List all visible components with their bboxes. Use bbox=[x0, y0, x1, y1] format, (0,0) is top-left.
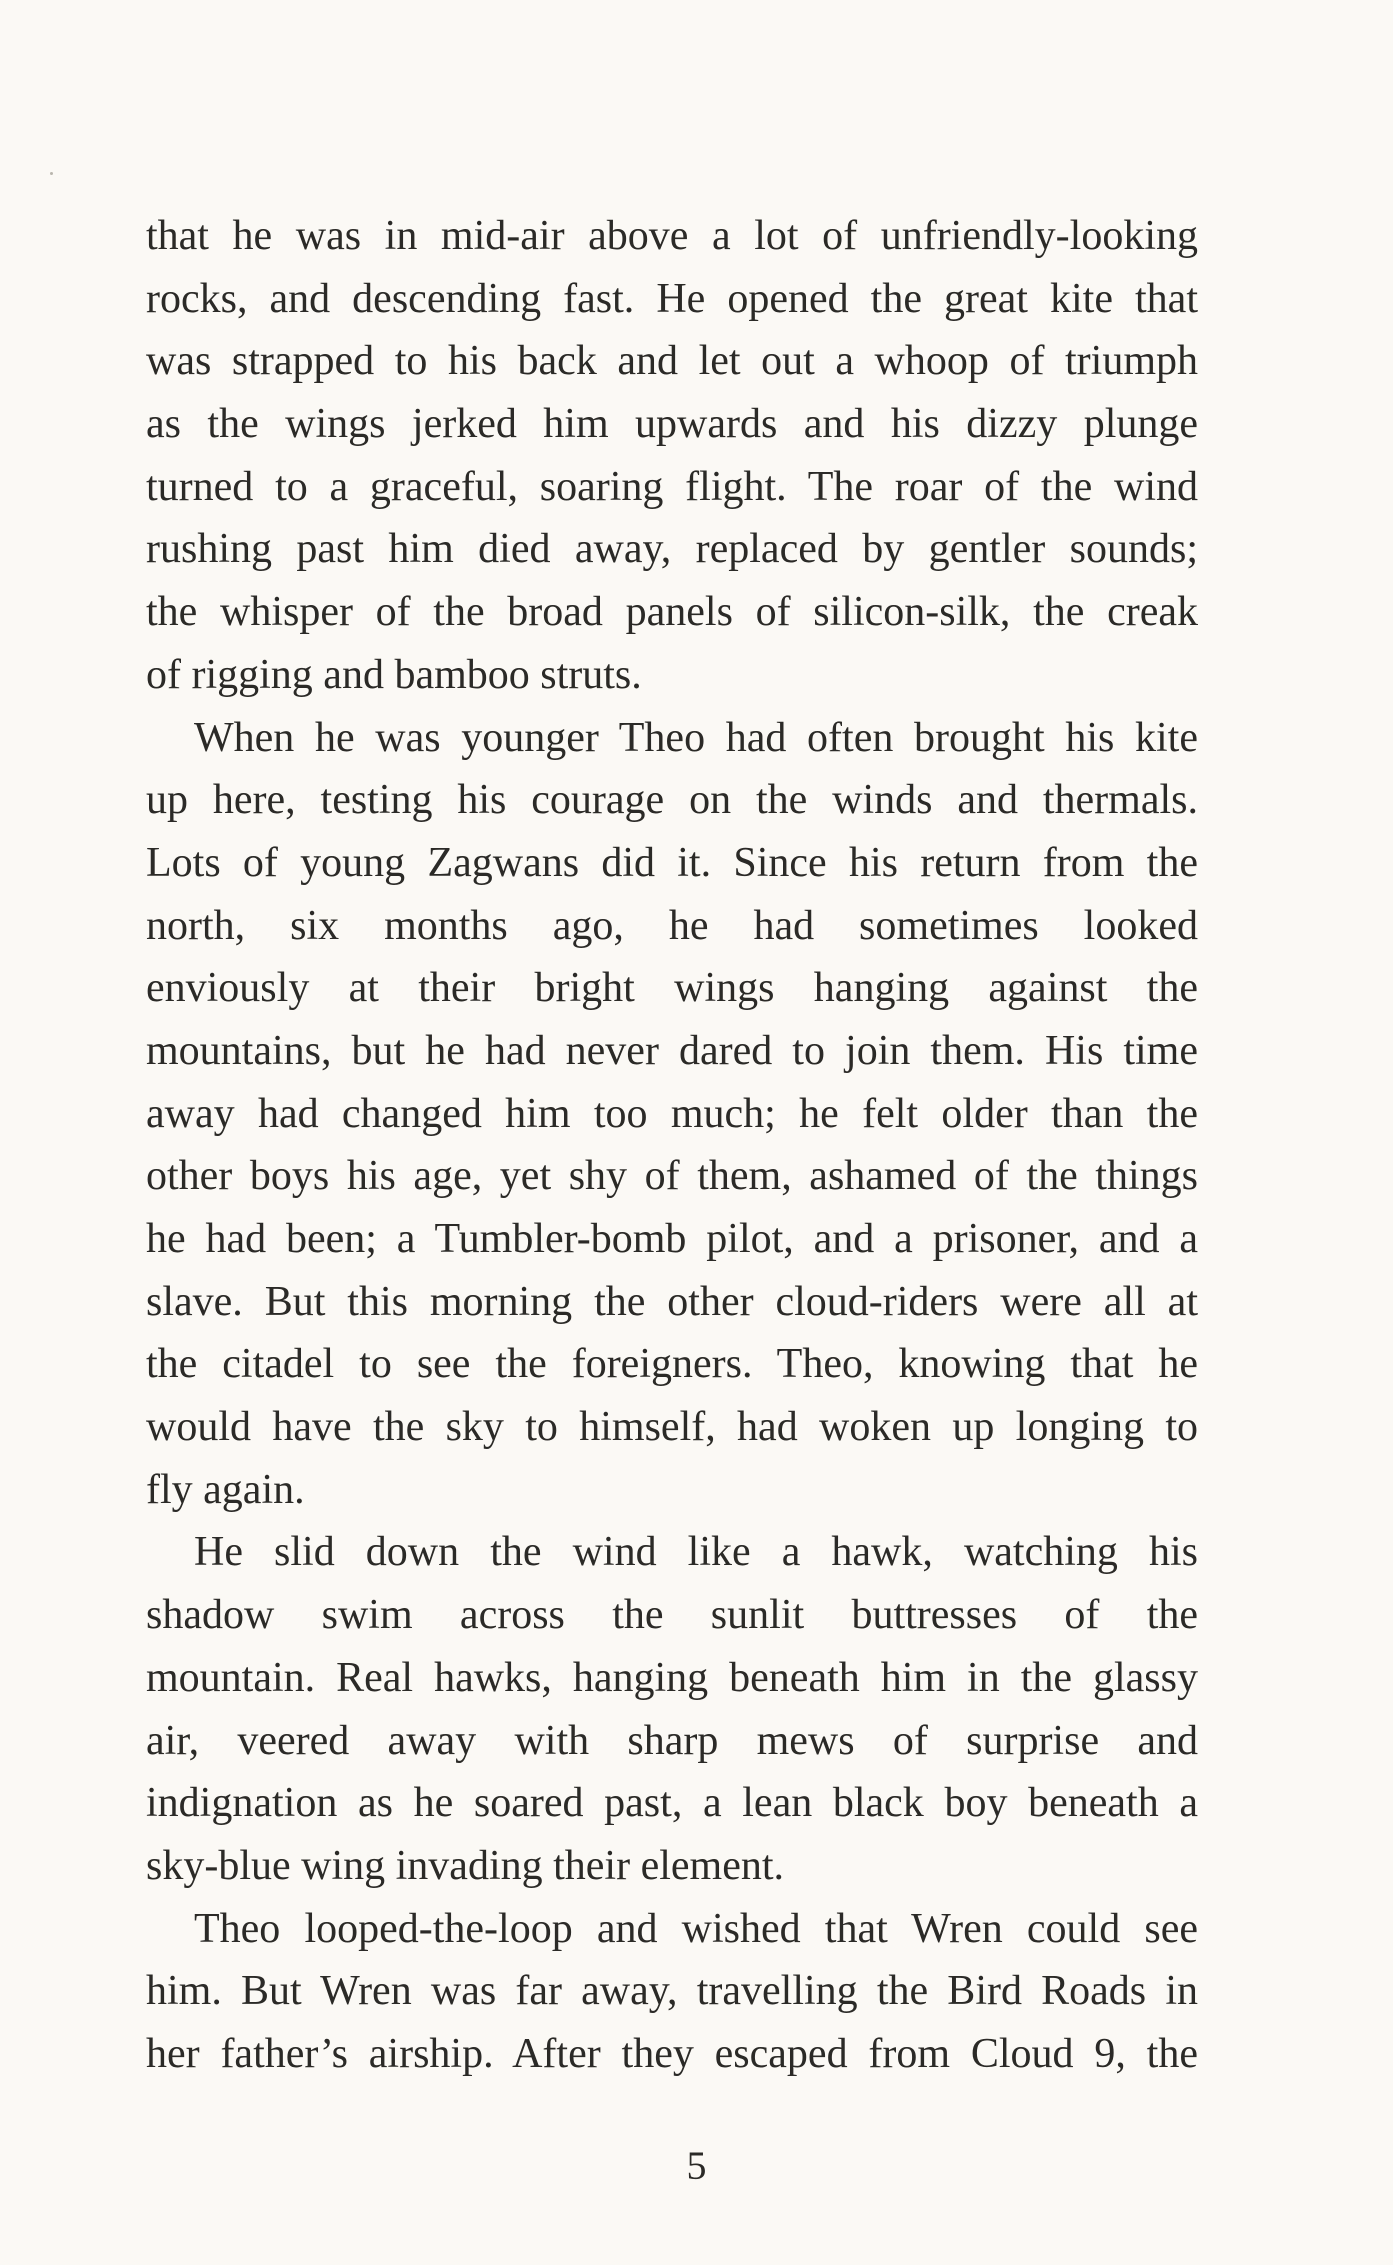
text-line: of rigging and bamboo struts. bbox=[146, 651, 642, 698]
text-line: north, six months ago, he had sometimes looked bbox=[146, 902, 1198, 949]
text-line: him. But Wren was far away, travelling the Bird Roads in bbox=[146, 1968, 1198, 2015]
text-line: away had changed him too much; he felt older than the bbox=[146, 1090, 1198, 1137]
text-line: indignation as he soared past, a lean black boy beneath a bbox=[146, 1780, 1198, 1827]
text-line: her father’s airship. After they escaped from Cloud 9, the bbox=[146, 2030, 1198, 2077]
text-line: rushing past him died away, replaced by gentler sounds; bbox=[146, 526, 1198, 573]
text-line: the whisper of the broad panels of silicon-silk, the creak bbox=[146, 589, 1198, 636]
text-line: rocks, and descending fast. He opened the great kite that bbox=[146, 275, 1198, 322]
body-text bbox=[146, 205, 1198, 2086]
text-line: as the wings jerked him upwards and his dizzy plunge bbox=[146, 401, 1198, 448]
text-line: sky-blue wing invading their element. bbox=[146, 1842, 785, 1889]
text-line: He slid down the wind like a hawk, watching his bbox=[194, 1529, 1198, 1576]
text-line: Theo looped-the-loop and wished that Wren could see bbox=[194, 1905, 1198, 1952]
text-line: air, veered away with sharp mews of surprise and bbox=[146, 1717, 1198, 1764]
text-line: When he was younger Theo had often brought his kite bbox=[194, 714, 1198, 761]
text-line: the citadel to see the foreigners. Theo, knowing that he bbox=[146, 1341, 1198, 1388]
page-number: 5 bbox=[686, 2143, 707, 2188]
text-line: mountain. Real hawks, hanging beneath him in the glassy bbox=[146, 1654, 1198, 1701]
text-line: he had been; a Tumbler-bomb pilot, and a prisoner, and a bbox=[146, 1216, 1198, 1262]
text-line: shadow swim across the sunlit buttresses of the bbox=[146, 1592, 1198, 1639]
text-line: that he was in mid-air above a lot of unfriendly-looking bbox=[146, 213, 1198, 259]
text-line: up here, testing his courage on the winds and thermals. bbox=[146, 777, 1198, 824]
text-line: other boys his age, yet shy of them, ashamed of the things bbox=[146, 1153, 1198, 1200]
paper-speck bbox=[50, 172, 53, 175]
text-line: enviously at their bright wings hanging against the bbox=[146, 965, 1198, 1012]
text-line: turned to a graceful, soaring flight. The roar of the wind bbox=[146, 463, 1198, 510]
text-line: was strapped to his back and let out a whoop of triumph bbox=[146, 338, 1198, 385]
text-line: would have the sky to himself, had woken up longing to bbox=[146, 1404, 1198, 1451]
text-line: mountains, but he had never dared to join them. His time bbox=[146, 1027, 1198, 1074]
text-line: slave. But this morning the other cloud-riders were all at bbox=[146, 1278, 1198, 1325]
text-line: Lots of young Zagwans did it. Since his return from the bbox=[146, 839, 1198, 886]
text-line: fly again. bbox=[146, 1466, 305, 1513]
